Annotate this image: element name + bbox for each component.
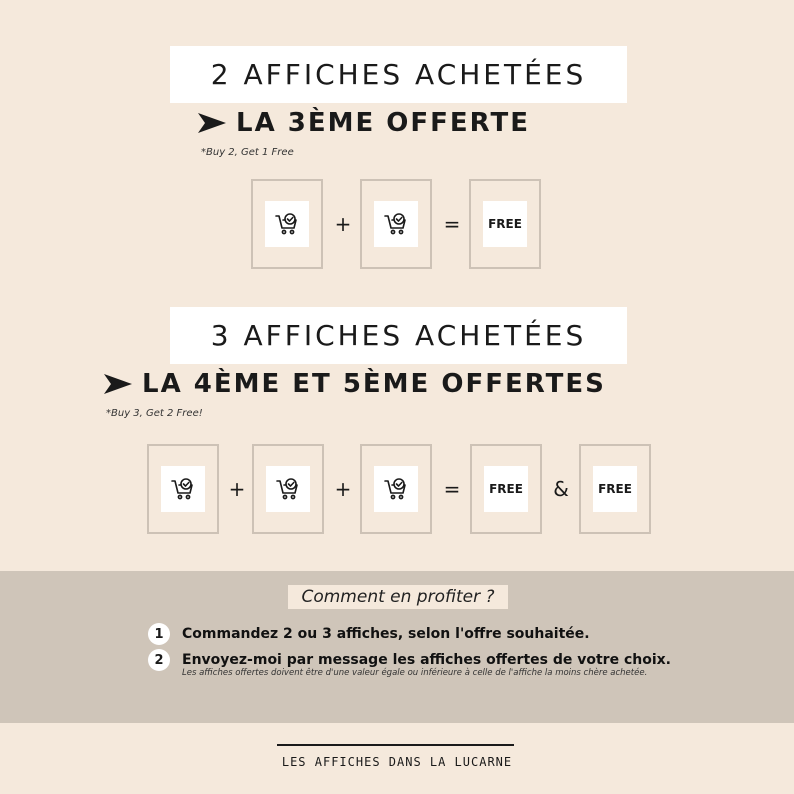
step-subtext: Les affiches offertes doivent être d'une valeur égale ou inférieure à celle de l'affiche la moins chère achetée. [182,668,648,678]
poster-card [374,201,418,247]
poster-card [266,466,310,512]
offer2-frame-3 [360,444,432,534]
offer1-subtitle-text: LA 3ÈME OFFERTE [236,108,531,138]
free-label: FREE [593,466,637,512]
offer2-frame-4 [470,444,542,534]
poster-card [374,466,418,512]
offer1-frame-1 [251,179,323,269]
step-text: Commandez 2 ou 3 affiches, selon l'offre souhaitée. [182,626,590,642]
equals-operator: = [443,212,461,236]
offer2-frame-5 [579,444,651,534]
cart-check-icon [274,211,300,237]
offer1-frame-3 [469,179,541,269]
step-2 [148,649,671,678]
offer2-subtitle-text: LA 4ÈME ET 5ÈME OFFERTES [142,369,606,399]
howto-title: Comment en profiter ? [288,585,508,609]
cart-check-icon [275,476,301,502]
offer2-frame-1 [147,444,219,534]
step-number: 1 [148,623,170,645]
arrow-icon [104,374,132,394]
offer1-subtitle [198,108,530,138]
poster-card [161,466,205,512]
step-number: 2 [148,649,170,671]
poster-card [265,201,309,247]
equals-operator: = [443,477,461,501]
offer2-title: 3 AFFICHES ACHETÉES [170,307,627,364]
plus-operator: + [334,212,352,236]
offer1-title: 2 AFFICHES ACHETÉES [170,46,627,103]
footer-divider [277,744,514,746]
cart-check-icon [170,476,196,502]
arrow-icon [198,113,226,133]
offer1-note: *Buy 2, Get 1 Free [201,147,294,158]
step-1 [148,623,590,645]
offer2-subtitle [104,369,606,399]
offer2-frame-2 [252,444,324,534]
footer-brand: LES AFFICHES DANS LA LUCARNE [281,755,513,769]
step-text: Envoyez-moi par message les affiches offertes de votre choix. [182,652,671,668]
cart-check-icon [383,211,409,237]
ampersand-operator: & [553,477,569,501]
free-label: FREE [484,466,528,512]
offer2-note: *Buy 3, Get 2 Free! [106,408,203,419]
plus-operator: + [334,477,352,501]
offer1-frame-2 [360,179,432,269]
plus-operator: + [228,477,246,501]
free-label: FREE [483,201,527,247]
cart-check-icon [383,476,409,502]
